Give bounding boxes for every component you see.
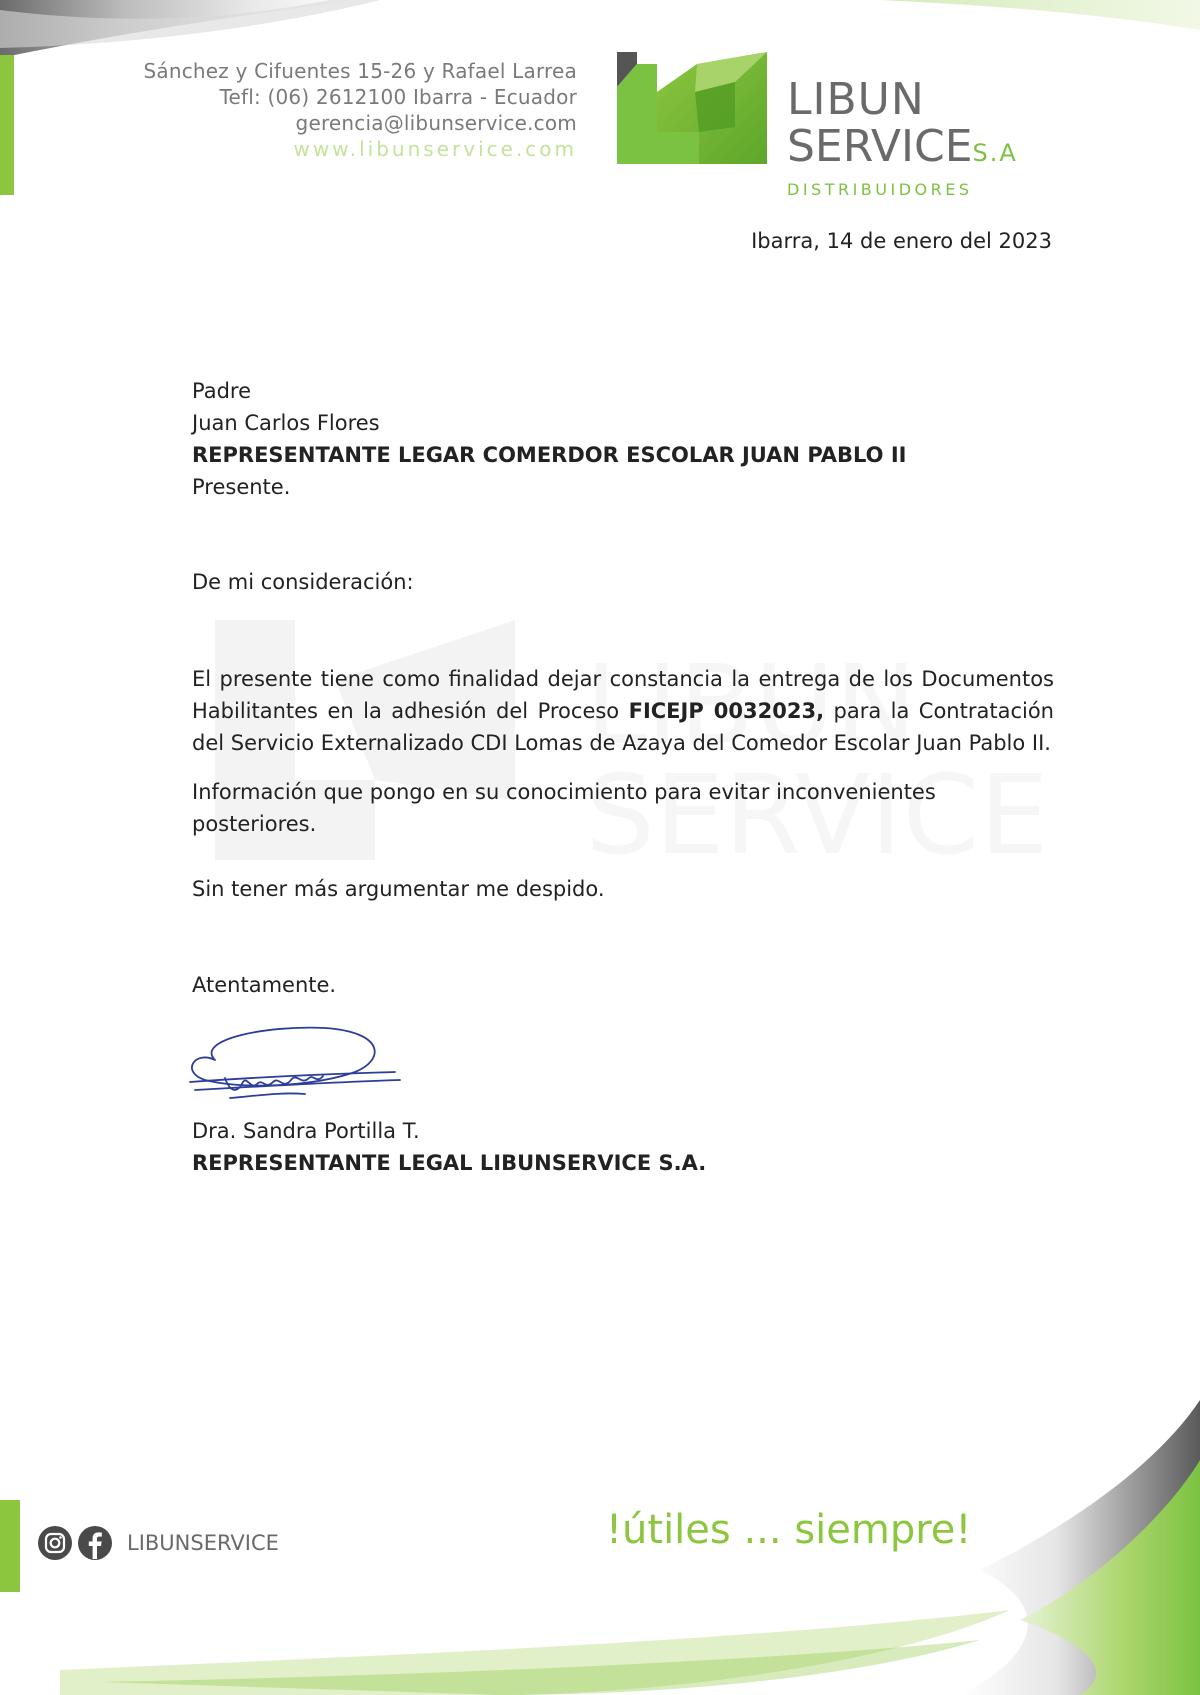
address-line-1: Sánchez y Cifuentes 15-26 y Rafael Larrea [143,59,577,83]
closing: Atentamente. [192,973,337,997]
company-address [143,58,577,162]
company-website: www.libunservice.com [293,137,577,161]
social-handle: LIBUNSERVICE [127,1531,279,1555]
recipient-position: REPRESENTANTE LEGAR COMERDOR ESCOLAR JUAN PABLO II [192,443,907,467]
signer-block [192,1115,1054,1179]
address-line-2: Tefl: (06) 2612100 Ibarra - Ecuador [219,85,577,109]
signer-title: REPRESENTANTE LEGAL LIBUNSERVICE S.A. [192,1151,707,1175]
brand-tagline: DISTRIBUIDORES [787,180,973,199]
left-accent-bar-top [0,55,14,195]
process-code: FICEJP 0032023, [628,699,825,723]
brand-name [787,74,1018,199]
paragraph-1-text-b: para la Contratación del Servicio Externalizado CDI Lomas de Azaya del Comedor Escolar Juan Pablo II. [192,699,1054,755]
letter-date: Ibarra, 14 de enero del 2023 [751,229,1052,253]
signer-name: Dra. Sandra Portilla T. [192,1119,420,1143]
recipient-name: Juan Carlos Flores [192,411,380,435]
facebook-icon[interactable] [77,1525,113,1561]
company-slogan: !útiles ... siempre! [606,1507,972,1553]
brand-name-line1: LIBUN [787,74,925,125]
instagram-icon[interactable] [37,1525,73,1561]
brand-suffix: S.A [972,139,1018,167]
handwritten-signature [185,1020,415,1120]
libun-logo-icon [617,52,777,167]
brand-name-line2: SERVICE [787,121,973,172]
paragraph-1 [192,663,1054,759]
salutation: De mi consideración: [192,570,414,594]
left-accent-bar-bottom [0,1500,20,1592]
recipient-presente: Presente. [192,475,291,499]
company-email: gerencia@libunservice.com [295,111,577,135]
paragraph-1-text-a: El presente tiene como finalidad dejar constancia la entrega de los Documentos Habilitantes en la adhesión del Proceso [192,667,1054,723]
recipient-title: Padre [192,379,252,403]
recipient-block [192,375,1054,503]
paragraph-3: Sin tener más argumentar me despido. [192,877,605,901]
paragraph-2: Información que pongo en su conocimiento para evitar inconvenientes posteriores. [192,780,936,836]
social-links [37,1525,279,1561]
